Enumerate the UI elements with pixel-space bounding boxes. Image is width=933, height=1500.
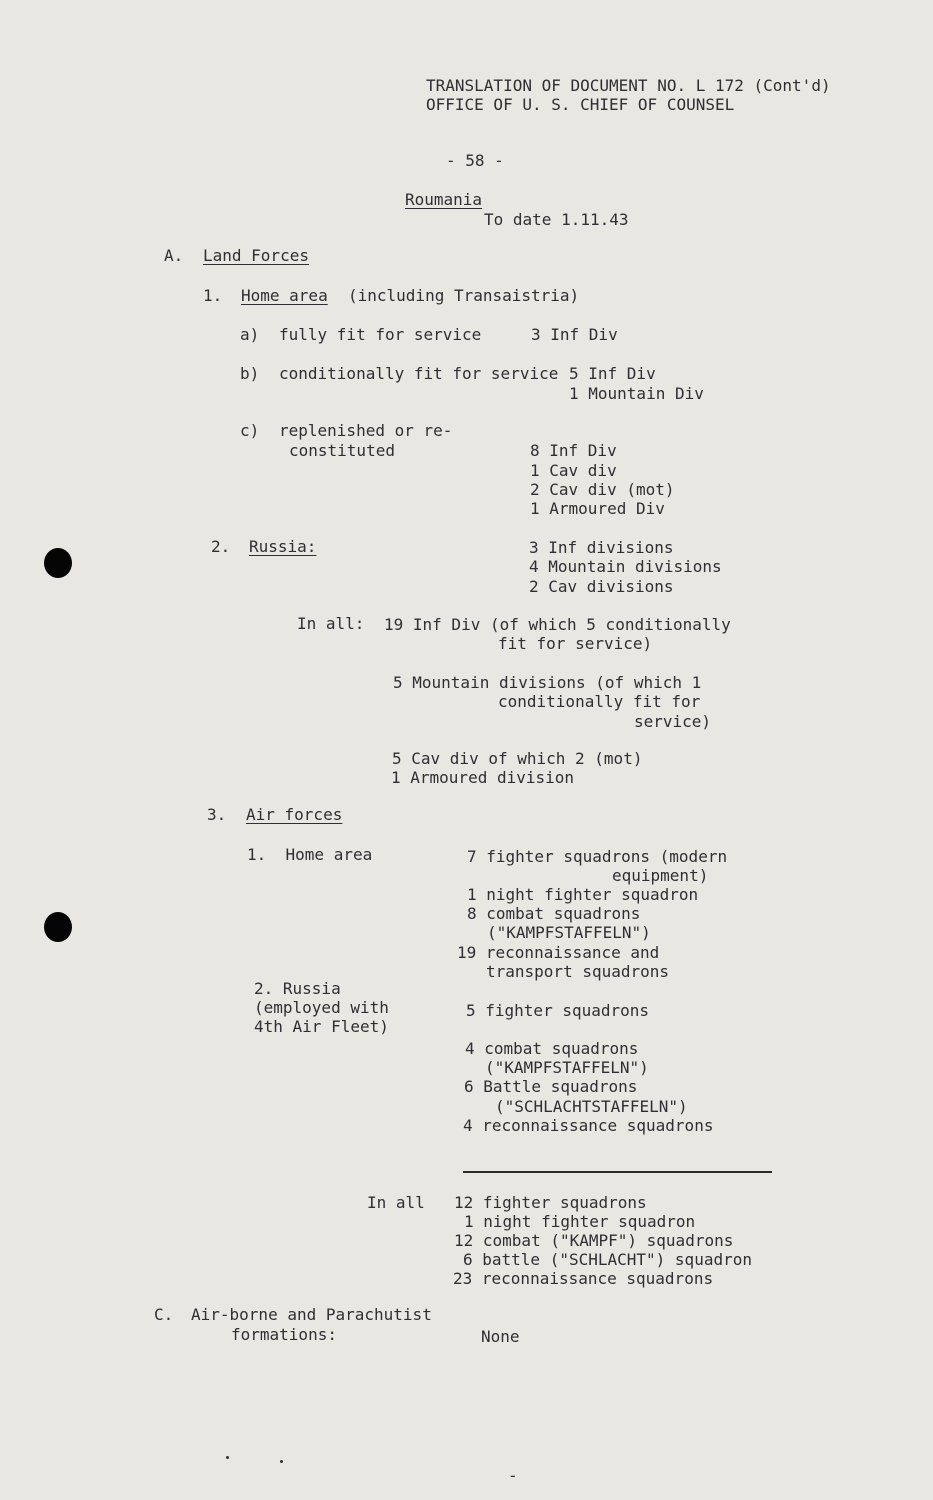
home-area-note: (including Transaistria) bbox=[348, 286, 580, 305]
russia-value: 2 Cav divisions bbox=[529, 577, 674, 596]
sum-rule bbox=[463, 1171, 772, 1173]
in-all-inf: 19 Inf Div (of which 5 conditionally bbox=[384, 615, 731, 634]
item-c-value: 8 Inf Div bbox=[530, 441, 617, 460]
in-all-cavalry: 5 Cav div of which 2 (mot) bbox=[392, 749, 643, 768]
air-russia-label: (employed with bbox=[254, 998, 389, 1017]
air-home-value: ("KAMPFSTAFFELN") bbox=[487, 923, 651, 942]
air-home-value: 19 reconnaissance and bbox=[457, 943, 660, 962]
punch-hole bbox=[44, 912, 72, 942]
in-all-armoured: 1 Armoured division bbox=[391, 768, 575, 787]
air-home-value: transport squadrons bbox=[486, 962, 670, 981]
section-a-heading: Land Forces bbox=[203, 246, 309, 265]
air-home-value: 7 fighter squadrons (modern bbox=[467, 847, 728, 866]
section-a-letter: A. bbox=[164, 246, 184, 265]
air-forces-heading: Air forces bbox=[246, 805, 343, 824]
section-c-text: Air-borne and Parachutist bbox=[191, 1305, 432, 1324]
header-translation-line: TRANSLATION OF DOCUMENT NO. L 172 (Cont'd) bbox=[426, 76, 831, 95]
russia-value: 4 Mountain divisions bbox=[529, 557, 722, 576]
section-c-letter: C. bbox=[154, 1305, 174, 1324]
air-russia-label: 2. Russia bbox=[254, 979, 341, 998]
air-home-value: 8 combat squadrons bbox=[467, 904, 641, 923]
page-number: - 58 - bbox=[446, 151, 504, 170]
country-title: Roumania bbox=[405, 190, 483, 209]
russia-value: 3 Inf divisions bbox=[529, 538, 674, 557]
air-in-all-value: 23 reconnaissance squadrons bbox=[453, 1269, 714, 1288]
air-forces-number: 3. bbox=[207, 805, 227, 824]
air-russia-value: 4 combat squadrons bbox=[465, 1039, 639, 1058]
air-in-all-value: 12 combat ("KAMPF") squadrons bbox=[454, 1231, 734, 1250]
section-c-value: None bbox=[481, 1327, 520, 1346]
air-home-value: 1 night fighter squadron bbox=[467, 885, 699, 904]
item-a-text: fully fit for service bbox=[279, 325, 482, 344]
item-c-label: c) bbox=[240, 421, 260, 440]
air-russia-value: 6 Battle squadrons bbox=[464, 1077, 638, 1096]
item-c-value: 1 Armoured Div bbox=[530, 499, 665, 518]
paper-speck bbox=[226, 1456, 229, 1459]
item-b-label: b) bbox=[240, 364, 260, 383]
russia-heading: Russia: bbox=[249, 537, 317, 556]
punch-hole bbox=[44, 548, 72, 578]
air-russia-label: 4th Air Fleet) bbox=[254, 1017, 389, 1036]
russia-number: 2. bbox=[211, 537, 231, 556]
home-area-heading: Home area bbox=[241, 286, 328, 305]
item-a-value: 3 Inf Div bbox=[531, 325, 618, 344]
home-area-number: 1. bbox=[203, 286, 223, 305]
air-russia-value: ("KAMPFSTAFFELN") bbox=[485, 1058, 649, 1077]
date-line: To date 1.11.43 bbox=[484, 210, 629, 229]
item-b-value: 1 Mountain Div bbox=[569, 384, 704, 403]
in-all-mountain: service) bbox=[634, 712, 712, 731]
in-all-mountain: conditionally fit for bbox=[498, 692, 701, 711]
item-c-value: 1 Cav div bbox=[530, 461, 617, 480]
item-b-text: conditionally fit for service bbox=[279, 364, 559, 383]
air-russia-value: ("SCHLACHTSTAFFELN") bbox=[495, 1097, 688, 1116]
item-c-text: replenished or re- bbox=[279, 421, 453, 440]
section-c-text: formations: bbox=[231, 1325, 337, 1344]
air-home-label: 1. Home area bbox=[247, 845, 373, 864]
in-all-label: In all: bbox=[297, 614, 365, 633]
item-c-text: constituted bbox=[289, 441, 395, 460]
air-in-all-value: 12 fighter squadrons bbox=[454, 1193, 647, 1212]
air-home-value: equipment) bbox=[612, 866, 709, 885]
air-in-all-value: 6 battle ("SCHLACHT") squadron bbox=[463, 1250, 752, 1269]
air-in-all-value: 1 night fighter squadron bbox=[464, 1212, 696, 1231]
air-russia-value: 4 reconnaissance squadrons bbox=[463, 1116, 714, 1135]
paper-speck bbox=[280, 1460, 283, 1463]
header-office-line: OFFICE OF U. S. CHIEF OF COUNSEL bbox=[426, 95, 735, 114]
air-in-all-label: In all bbox=[367, 1193, 425, 1212]
item-b-value: 5 Inf Div bbox=[569, 364, 656, 383]
item-c-value: 2 Cav div (mot) bbox=[530, 480, 675, 499]
item-a-label: a) bbox=[240, 325, 260, 344]
air-russia-value: 5 fighter squadrons bbox=[466, 1001, 650, 1020]
in-all-mountain: 5 Mountain divisions (of which 1 bbox=[393, 673, 702, 692]
footer-mark: - bbox=[508, 1466, 518, 1485]
in-all-inf: fit for service) bbox=[498, 634, 653, 653]
